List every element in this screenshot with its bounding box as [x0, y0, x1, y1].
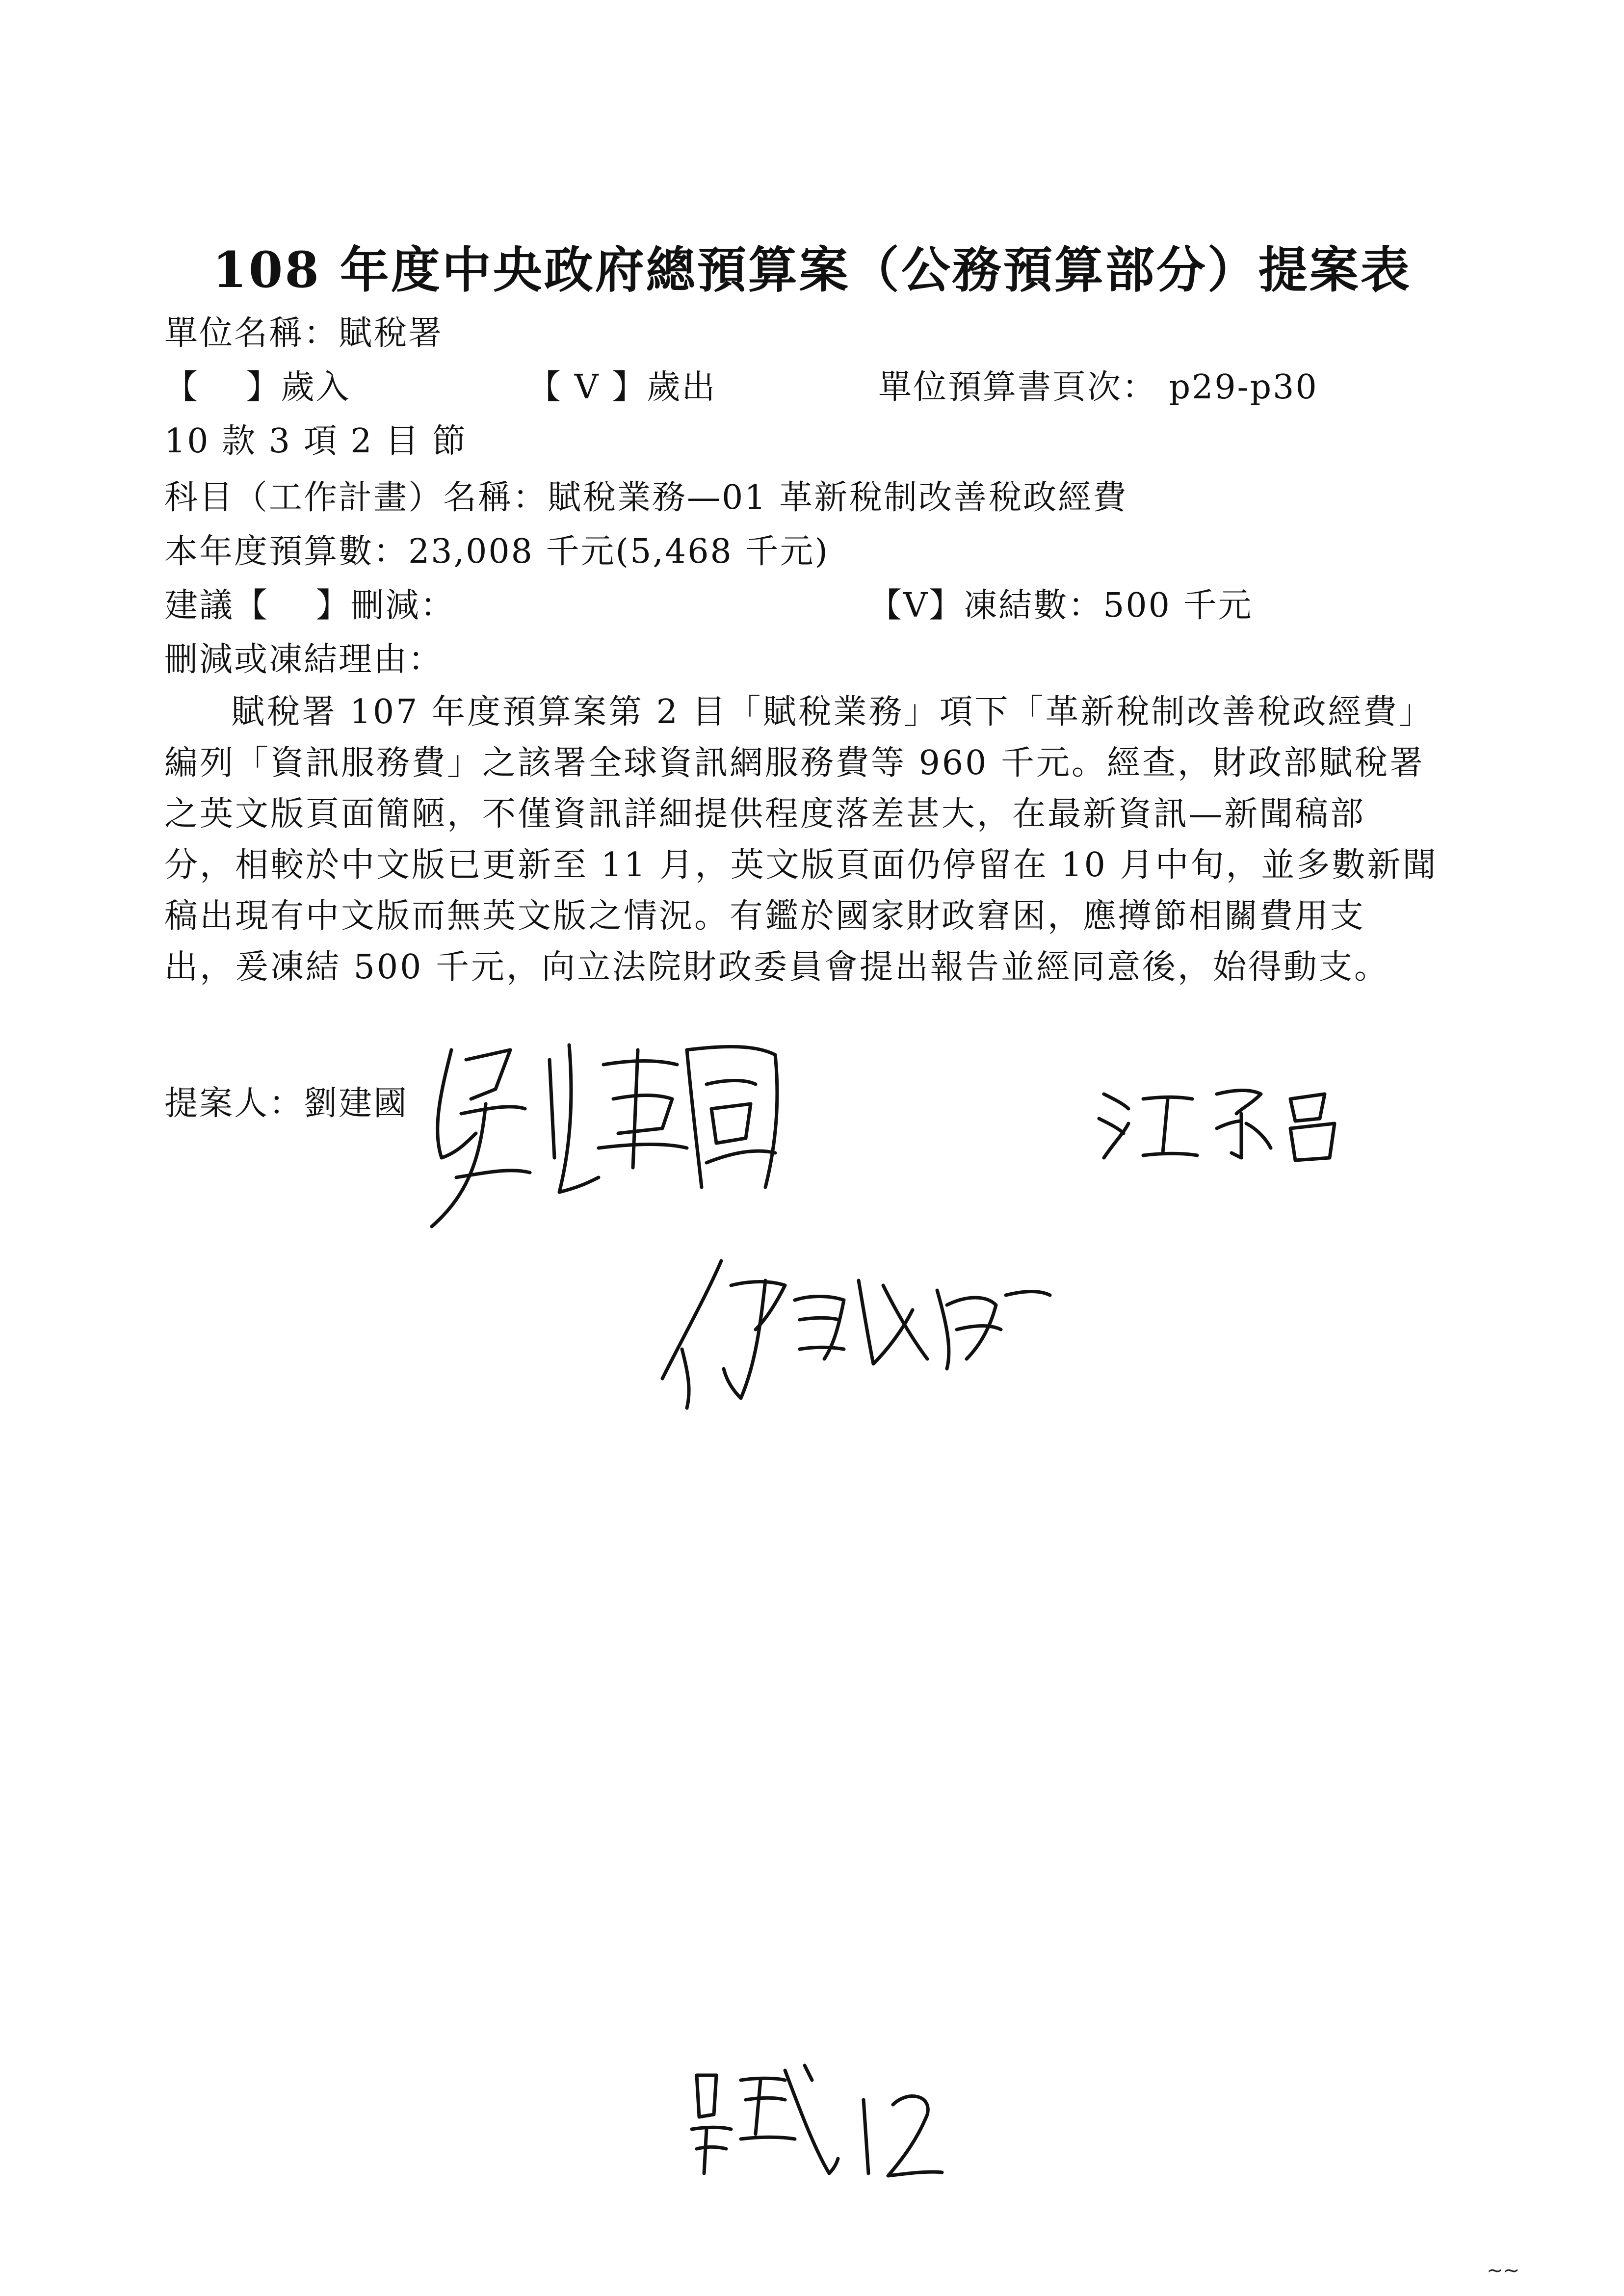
section-line: 10 款 3 項 2 目 節 — [164, 422, 467, 461]
signature-third — [653, 1251, 1065, 1428]
reason-label: 刪減或凍結理由： — [164, 640, 444, 679]
document-title: 108 年度中央政府總預算案（公務預算部分）提案表 — [212, 241, 1412, 299]
budget-amount-line: 本年度預算數：23,008 千元(5,468 千元) — [164, 532, 829, 571]
freeze-amount: 【V】凍結數：500 千元 — [868, 586, 1253, 625]
reason-line: 分，相較於中文版已更新至 11 月，英文版頁面仍停留在 10 月中旬，並多數新聞 — [164, 846, 1438, 885]
subject-line: 科目（工作計畫）名稱：賦稅業務—01 革新稅制改善稅政經費 — [164, 478, 1128, 517]
expenditure-checkbox-label: 【 V 】歲出 — [527, 368, 717, 407]
signature-liu-jianguo — [412, 1030, 814, 1246]
reason-line: 之英文版頁面簡陋，不僅資訊詳細提供程度落差甚大，在最新資訊—新聞稿部 — [164, 795, 1366, 834]
reason-line: 出，爰凍結 500 千元，向立法院財政委員會提出報告並經同意後，始得動支。 — [164, 948, 1390, 987]
reason-line: 稿出現有中文版而無英文版之情況。有鑑於國家財政窘困，應撙節相關費用支 — [164, 897, 1366, 936]
budget-pages: 單位預算書頁次： p29-p30 — [878, 368, 1318, 407]
reason-paragraph — [164, 687, 1523, 993]
reason-line: 賦稅署 107 年度預算案第 2 目「賦稅業務」項下「革新稅制改善稅政經費」 — [231, 693, 1434, 731]
revenue-checkbox-label: 【 】歲入 — [164, 368, 351, 407]
suggest-cut: 建議【 】刪減： — [164, 586, 455, 625]
signature-second — [1094, 1074, 1369, 1173]
handwritten-mark-fu-12 — [687, 2061, 942, 2188]
proposer-label: 提案人：劉建國 — [164, 1084, 409, 1123]
corner-mark: ~~ — [1487, 2259, 1520, 2282]
reason-line: 編列「資訊服務費」之該署全球資訊網服務費等 960 千元。經查，財政部賦稅署 — [164, 744, 1425, 783]
unit-name-line: 單位名稱：賦稅署 — [164, 314, 444, 353]
